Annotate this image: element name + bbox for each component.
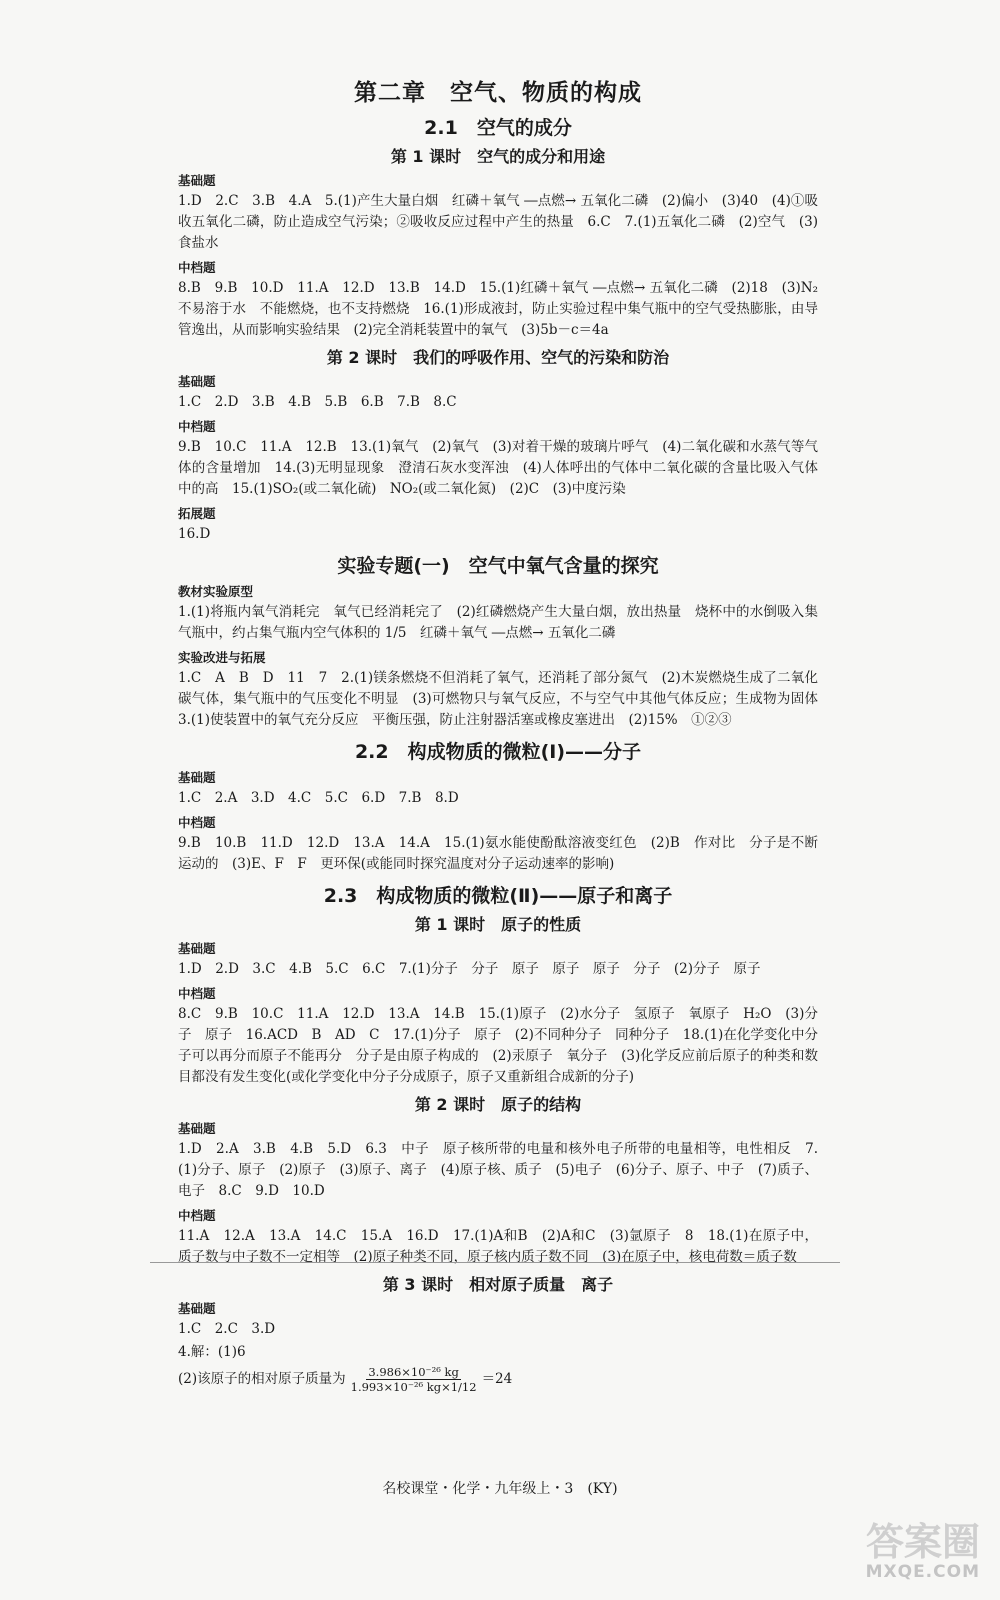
answer-block: 1.C 2.C 3.D <box>178 1321 276 1337</box>
watermark-logo <box>800 1522 980 1582</box>
answer-block: 1.C 2.A 3.D 4.C 5.C 6.D 7.B 8.D <box>178 790 459 806</box>
level-heading: 中档题 <box>178 986 216 1001</box>
answer-block: 9.B 10.B 11.D 12.D 13.A 14.A 15.(1)氨水能使酚酞溶液变红色 (2)B 作对比 分子是不断运动的 (3)E、F F 更环保(或能同时探究温度对分子运动速率的影响) <box>178 835 818 872</box>
watermark-url: MXQE.COM <box>865 1562 980 1582</box>
answer-block: 8.B 9.B 10.D 11.A 12.D 13.B 14.D 15.(1)红磷＋氧气 ―点燃→ 五氧化二磷 (2)18 (3)N₂ 不易溶于水 不能燃烧，也不支持燃烧 16.(1)形成液封，防止实验过程中集气瓶中的空气受热膨胀，由导管逸出，从而影响实验结果 (2)完全消耗装置中的氧气 (3)5b－c＝4a <box>178 280 832 338</box>
answer-page <box>178 70 832 1396</box>
level-heading: 基础题 <box>178 941 216 956</box>
formula-prefix: (2)该原子的相对原子质量为 <box>178 1371 346 1387</box>
level-heading: 实验改进与拓展 <box>178 650 266 665</box>
lesson-title: 第 1 课时 原子的性质 <box>414 915 582 934</box>
level-heading: 基础题 <box>178 770 216 785</box>
level-heading: 中档题 <box>178 260 216 275</box>
answer-block: 16.D <box>178 526 211 542</box>
lesson-title: 第 2 课时 我们的呼吸作用、空气的污染和防治 <box>326 348 670 367</box>
answer-block: 1.D 2.C 3.B 4.A 5.(1)产生大量白烟 红磷＋氧气 ―点燃→ 五氧化二磷 (2)偏小 (3)40 (4)①吸收五氧化二磷，防止造成空气污染；②吸收反应过程中产生的热量 6.C 7.(1)五氧化二磷 (2)空气 (3)食盐水 <box>178 193 818 251</box>
answer-block: 11.A 12.A 13.A 14.C 15.A 16.D 17.(1)A和B (2)A和C (3)氩原子 8 18.(1)在原子中，质子数与中子数不一定相等 (2)原子种类不同，原子核内质子数不同 (3)在原子中，核电荷数＝质子数 <box>178 1228 818 1265</box>
watermark-text: 答案圈 <box>865 1520 980 1564</box>
divider-line <box>150 1262 840 1263</box>
chapter-title: 第二章 空气、物质的构成 <box>354 80 642 106</box>
answer-block: 4.解：(1)6 <box>178 1344 246 1360</box>
formula-line <box>178 1365 818 1394</box>
answer-block: 9.B 10.C 11.A 12.B 13.(1)氧气 (2)氧气 (3)对着干燥的玻璃片呼气 (4)二氧化碳和水蒸气等气体的含量增加 14.(3)无明显现象 澄清石灰水变浑浊 (4)人体呼出的气体中二氧化碳的含量比吸入气体中的高 15.(1)SO₂(或二氧化硫) NO₂(或二氧化氮) (2)C (3)中度污染 <box>178 439 818 497</box>
section-2-3-title: 2.3 构成物质的微粒(Ⅱ)——原子和离子 <box>323 885 673 907</box>
section-2-1-title: 2.1 空气的成分 <box>424 117 572 139</box>
level-heading: 基础题 <box>178 1301 216 1316</box>
level-heading: 中档题 <box>178 815 216 830</box>
fraction-denominator: 1.993×10⁻²⁶ kg×1/12 <box>350 1380 477 1394</box>
fraction <box>349 1365 479 1394</box>
lesson-title: 第 3 课时 相对原子质量 离子 <box>382 1275 614 1294</box>
lesson-title: 第 2 课时 原子的结构 <box>414 1095 582 1114</box>
section-2-2-title: 2.2 构成物质的微粒(Ⅰ)——分子 <box>354 741 642 763</box>
lesson-title: 第 1 课时 空气的成分和用途 <box>390 147 606 166</box>
level-heading: 拓展题 <box>178 506 216 521</box>
level-heading: 基础题 <box>178 173 216 188</box>
level-heading: 中档题 <box>178 1208 216 1223</box>
page-footer: 名校课堂・化学・九年级上・3 (KY) <box>382 1481 618 1497</box>
answer-block: 1.(1)将瓶内氧气消耗完 氧气已经消耗完了 (2)红磷燃烧产生大量白烟，放出热量 烧杯中的水倒吸入集气瓶中，约占集气瓶内空气体积的 1/5 红磷＋氧气 ―点燃→ 五氧化二磷 <box>178 604 818 641</box>
answer-block: 1.C A B D 11 7 2.(1)镁条燃烧不但消耗了氧气，还消耗了部分氮气 (2)木炭燃烧生成了二氧化碳气体，集气瓶中的气压变化不明显 (3)可燃物只与氧气反应，不与空气中其他气体反应；生成物为固体 3.(1)使装置中的氧气充分反应 平衡压强，防止注射器活塞或橡皮塞进出 (2)15% ①②③ <box>178 670 832 728</box>
level-heading: 基础题 <box>178 374 216 389</box>
answer-block: 1.D 2.A 3.B 4.B 5.D 6.3 中子 原子核所带的电量和核外电子所带的电量相等，电性相反 7.(1)分子、原子 (2)原子 (3)原子、离子 (4)原子核、质子 (5)电子 (6)分子、原子、中子 (7)质子、电子 8.C 9.D 10.D <box>178 1141 818 1199</box>
level-heading: 中档题 <box>178 419 216 434</box>
level-heading: 教材实验原型 <box>178 584 254 599</box>
fraction-numerator: 3.986×10⁻²⁶ kg <box>368 1365 459 1379</box>
level-heading: 基础题 <box>178 1121 216 1136</box>
answer-block: 1.D 2.D 3.C 4.B 5.C 6.C 7.(1)分子 分子 原子 原子 原子 分子 (2)分子 原子 <box>178 961 761 977</box>
experiment-topic-title: 实验专题(一) 空气中氧气含量的探究 <box>337 555 659 577</box>
answer-block: 8.C 9.B 10.C 11.A 12.D 13.A 14.B 15.(1)原子 (2)水分子 氢原子 氧原子 H₂O (3)分子 原子 16.ACD B AD C 17.(1)分子 原子 (2)不同种分子 同种分子 18.(1)在化学变化中分子可以再分而原子不能再分 分子是由原子构成的 (2)汞原子 氧分子 (3)化学反应前后原子的种类和数目都没有发生变化(或化学变化中分子分成原子，原子又重新组合成新的分子) <box>178 1006 818 1085</box>
answer-block: 1.C 2.D 3.B 4.B 5.B 6.B 7.B 8.C <box>178 394 457 410</box>
formula-result: ＝24 <box>481 1371 513 1387</box>
